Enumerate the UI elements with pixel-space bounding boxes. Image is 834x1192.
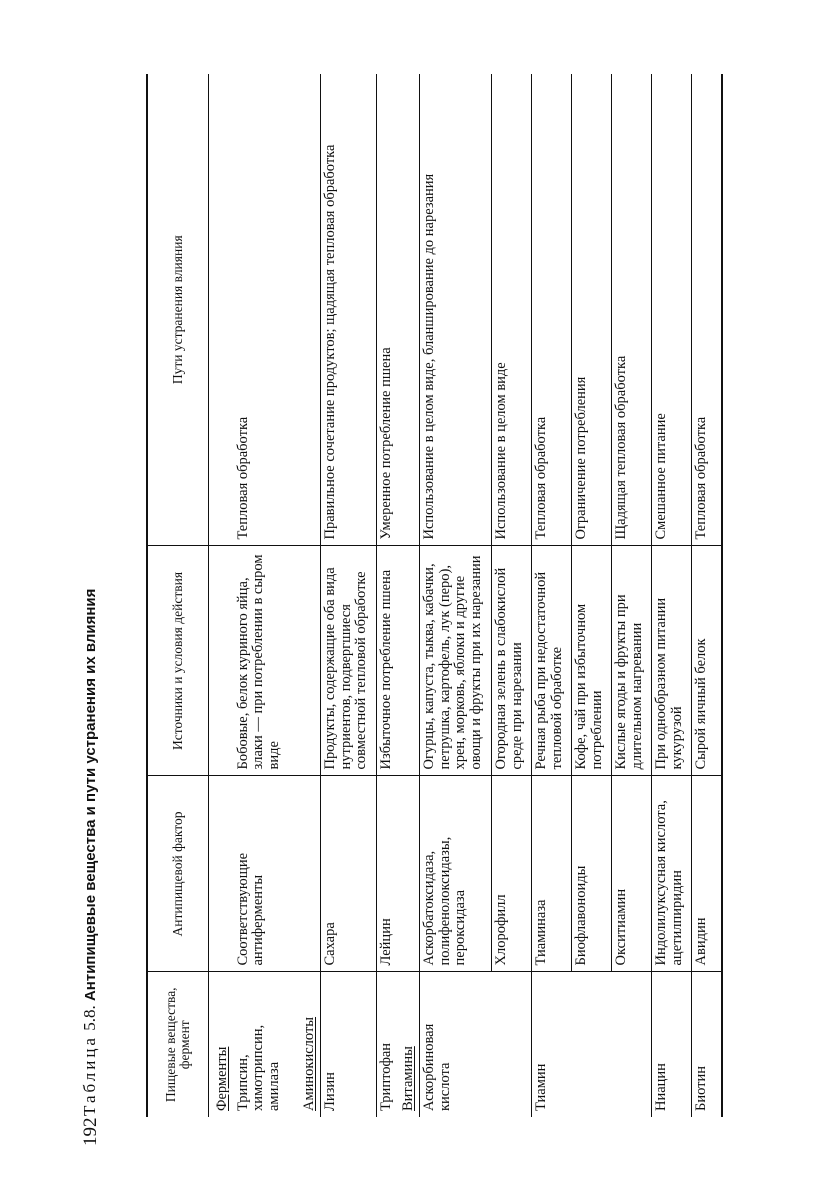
cell-factor: Тиаминаза [532,776,572,972]
cell-factor: Соответствующие антиферменты [234,776,296,972]
antinutrient-table [146,74,723,1117]
group-row-amino [296,74,321,1117]
table-row [492,74,532,1117]
cell-remedy: Использование в целом виде, бланширование до нарезания [420,74,492,546]
group-row-vitamins [399,74,420,1117]
caption-number: 5.8. [80,1005,99,1031]
cell-nutrient: Аскорбиновая кислота [420,972,492,1117]
cell-source: Огородная зелень в слабокислой среде при нарезании [492,546,532,776]
group-row-enzymes [209,74,234,1117]
header-source: Источники и условия действия [147,546,209,776]
table-row [234,74,296,1117]
cell-remedy: Тепловая обработка [532,74,572,546]
table-row [572,74,612,1117]
group-label-enzymes: Ферменты [214,1046,230,1111]
cell-remedy: Смешанное питание [652,74,692,546]
cell-nutrient: Ниацин [652,972,692,1117]
header-nutrient: Пищевые вещества, фермент [147,972,209,1117]
header-remedy: Пути устранения влияния [147,74,209,546]
cell-factor: Хлорофилл [492,776,532,972]
cell-nutrient: Трипсин, химотрипсин, амилаза [234,1024,282,1111]
cell-nutrient: Лизин [321,972,377,1117]
cell-remedy: Умеренное потребление пшена [377,74,399,546]
table-row [532,74,572,1117]
cell-source: Сырой яичный белок [692,546,722,776]
cell-remedy: Тепловая обработка [692,74,722,546]
cell-remedy: Использование в целом виде [492,74,532,546]
table-row [692,74,722,1117]
group-label-vitamins: Витамины [399,1046,416,1111]
table-header-row [147,74,209,1117]
cell-source: Кислые ягоды и фрукты при длительном нагревании [612,546,652,776]
cell-source: Кофе, чай при избыточном потреблении [572,546,612,776]
table-row [377,74,399,1117]
cell-remedy: Щадящая тепловая обработка [612,74,652,546]
cell-source: Бобовые, белок куриного яйца, злаки — при потреблении в сыром виде [234,546,296,776]
cell-source: Избыточное потребление пшена [377,546,399,776]
cell-source: Продукты, содержащие оба вида нутриентов, подвергшиеся совместной тепловой обработке [321,546,377,776]
cell-factor: Окситиамин [612,776,652,972]
cell-remedy: Правильное сочетание продуктов; щадящая тепловая обработка [321,74,377,546]
cell-source: Огурцы, капуста, тыква, кабачки, петрушка, картофель, лук (перо), хрен, морковь, яблоки и другие овощи и фрукты при их нарезании [420,546,492,776]
table-row [321,74,377,1117]
cell-factor: Лейцин [377,776,399,972]
table-row [420,74,492,1117]
table-caption [80,589,100,1116]
page-number: 192 [80,1117,101,1146]
cell-nutrient: Биотин [692,972,722,1117]
group-label-amino: Аминокислоты [300,1016,317,1111]
cell-factor: Авидин [692,776,722,972]
cell-factor: Биофлавоноиды [572,776,612,972]
cell-nutrient: Триптофан [377,972,399,1117]
cell-source: Речная рыба при недостаточной тепловой обработке [532,546,572,776]
table-row [612,74,652,1117]
cell-factor: Индолилуксусная кислота, ацетилпиридин [652,776,692,972]
caption-title: Антипищевые вещества и пути устранения их влияния [82,588,99,1002]
cell-remedy: Ограничение потребления [572,74,612,546]
cell-nutrient: Тиамин [532,972,572,1117]
cell-factor: Сахара [321,776,377,972]
header-factor: Антипищевой фактор [147,776,209,972]
cell-factor: Аскорбатоксидаза, полифенолоксидазы, пероксидаза [420,776,492,972]
caption-label: Таблица [80,1035,99,1116]
cell-source: При однообразном питании кукурузой [652,546,692,776]
cell-remedy: Тепловая обработка [234,74,296,546]
table-row [652,74,692,1117]
